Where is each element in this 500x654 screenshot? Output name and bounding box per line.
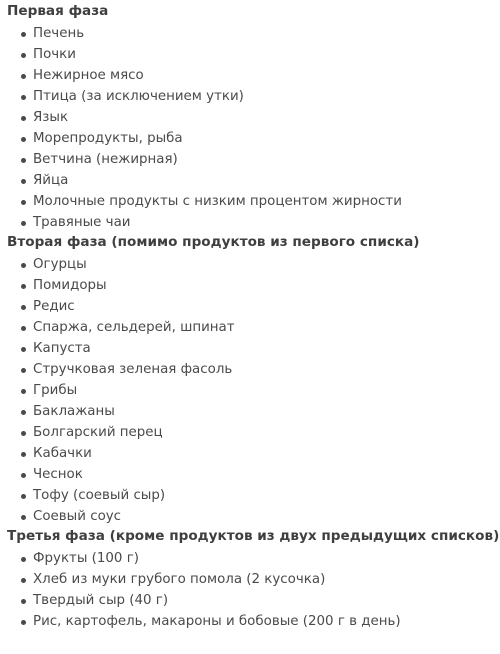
bullet-icon <box>21 347 26 352</box>
list-item-label: Баклажаны <box>33 404 115 419</box>
list-item <box>21 191 500 212</box>
list-item <box>21 569 500 590</box>
list-item-label: Морепродукты, рыба <box>33 131 183 146</box>
list-item <box>21 464 500 485</box>
list-item <box>21 275 500 296</box>
bullet-icon <box>21 326 26 331</box>
phase-1-section <box>7 2 500 233</box>
list-item-label: Соевый соус <box>33 509 122 524</box>
phase-3-title: Третья фаза (кроме продуктов из двух предыдущих списков) <box>7 528 500 544</box>
list-item-label: Ветчина (нежирная) <box>33 152 178 167</box>
list-item-label: Твердый сыр (40 г) <box>33 593 169 608</box>
list-item <box>21 611 500 632</box>
bullet-icon <box>21 494 26 499</box>
list-item <box>21 254 500 275</box>
bullet-icon <box>21 410 26 415</box>
list-item-label: Фрукты (100 г) <box>33 551 139 566</box>
bullet-icon <box>21 179 26 184</box>
list-item <box>21 338 500 359</box>
phase-3-list <box>7 548 500 632</box>
bullet-icon <box>21 431 26 436</box>
list-item <box>21 128 500 149</box>
bullet-icon <box>21 284 26 289</box>
list-item-label: Язык <box>33 110 69 125</box>
list-item-label: Стручковая зеленая фасоль <box>33 362 233 377</box>
bullet-icon <box>21 53 26 58</box>
list-item <box>21 212 500 233</box>
list-item <box>21 590 500 611</box>
bullet-icon <box>21 32 26 37</box>
bullet-icon <box>21 95 26 100</box>
bullet-icon <box>21 389 26 394</box>
bullet-icon <box>21 116 26 121</box>
list-item-label: Чеснок <box>33 467 83 482</box>
bullet-icon <box>21 599 26 604</box>
list-item-label: Почки <box>33 47 76 62</box>
bullet-icon <box>21 515 26 520</box>
list-item <box>21 506 500 527</box>
phase-1-list <box>7 23 500 233</box>
list-item-label: Огурцы <box>33 257 87 272</box>
bullet-icon <box>21 200 26 205</box>
bullet-icon <box>21 263 26 268</box>
bullet-icon <box>21 74 26 79</box>
list-item-label: Болгарский перец <box>33 425 163 440</box>
list-item <box>21 23 500 44</box>
phase-3-section <box>7 527 500 632</box>
phase-2-list <box>7 254 500 527</box>
list-item-label: Яйца <box>33 173 69 188</box>
list-item-label: Печень <box>33 26 85 41</box>
phase-1-title: Первая фаза <box>7 3 109 19</box>
list-item <box>21 107 500 128</box>
list-item <box>21 296 500 317</box>
phase-2-title: Вторая фаза (помимо продуктов из первого списка) <box>7 234 420 250</box>
list-item-label: Грибы <box>33 383 78 398</box>
list-item <box>21 548 500 569</box>
list-item-label: Капуста <box>33 341 91 356</box>
list-item <box>21 380 500 401</box>
list-item-label: Хлеб из муки грубого помола (2 кусочка) <box>33 572 326 587</box>
list-item <box>21 443 500 464</box>
list-item <box>21 422 500 443</box>
bullet-icon <box>21 221 26 226</box>
list-item <box>21 149 500 170</box>
list-item <box>21 485 500 506</box>
list-item <box>21 65 500 86</box>
bullet-icon <box>21 452 26 457</box>
list-item <box>21 44 500 65</box>
list-item-label: Помидоры <box>33 278 107 293</box>
list-item-label: Птица (за исключением утки) <box>33 89 244 104</box>
list-item-label: Редис <box>33 299 75 314</box>
list-item <box>21 317 500 338</box>
bullet-icon <box>21 368 26 373</box>
list-item-label: Травяные чаи <box>33 215 131 230</box>
list-item <box>21 359 500 380</box>
list-item-label: Тофу (соевый сыр) <box>33 488 166 503</box>
bullet-icon <box>21 305 26 310</box>
list-item-label: Спаржа, сельдерей, шпинат <box>33 320 235 335</box>
bullet-icon <box>21 620 26 625</box>
list-item-label: Нежирное мясо <box>33 68 144 83</box>
phase-2-section <box>7 233 500 527</box>
bullet-icon <box>21 473 26 478</box>
list-item-label: Кабачки <box>33 446 92 461</box>
bullet-icon <box>21 578 26 583</box>
list-item <box>21 170 500 191</box>
list-item <box>21 401 500 422</box>
list-item <box>21 86 500 107</box>
bullet-icon <box>21 557 26 562</box>
list-item-label: Молочные продукты с низким процентом жирности <box>33 194 402 209</box>
bullet-icon <box>21 158 26 163</box>
list-item-label: Рис, картофель, макароны и бобовые (200 г в день) <box>33 614 401 629</box>
bullet-icon <box>21 137 26 142</box>
